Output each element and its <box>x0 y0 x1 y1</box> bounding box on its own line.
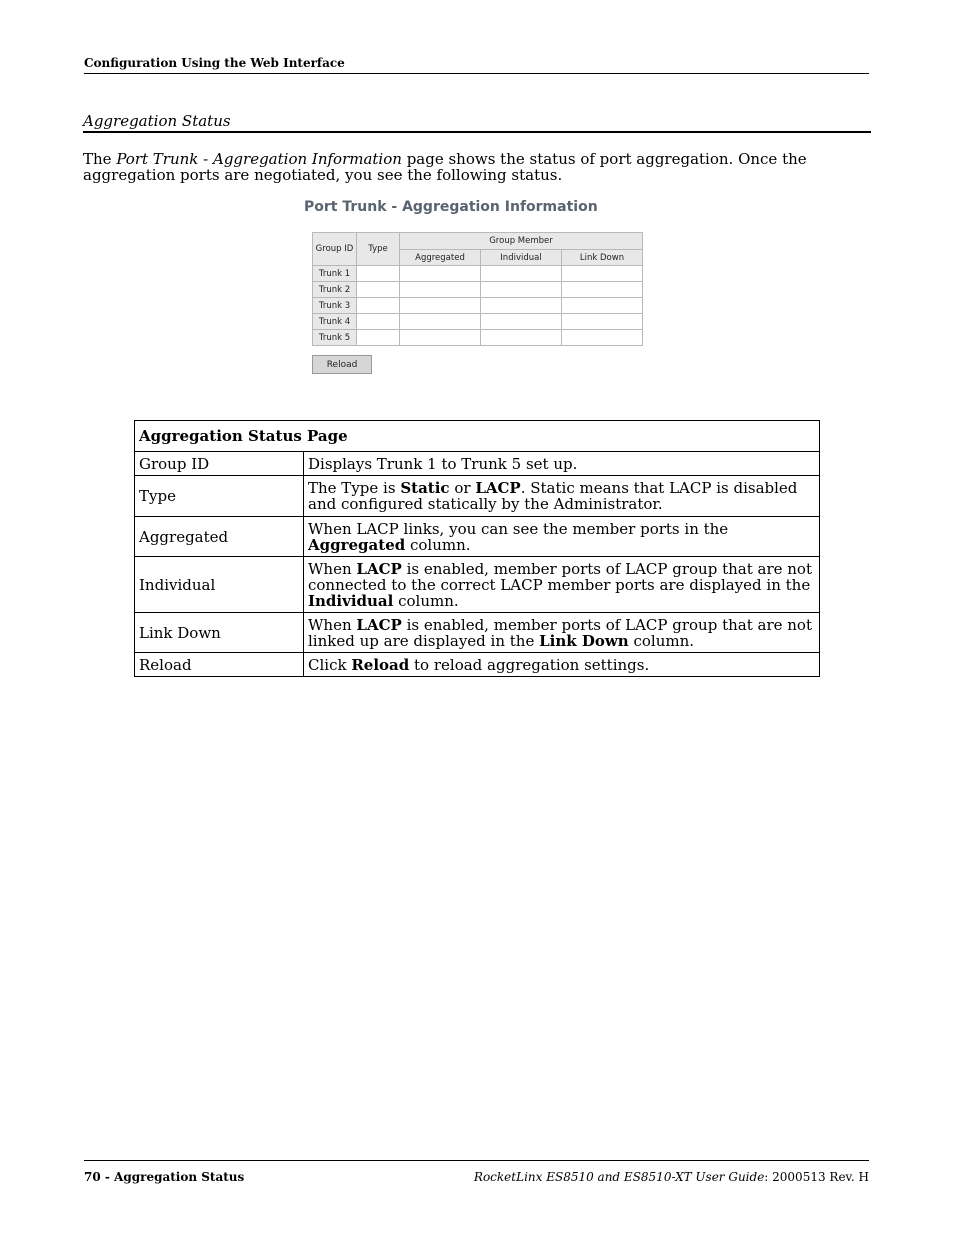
table-row <box>135 653 820 677</box>
col-group-id: Group ID <box>313 233 357 266</box>
row-label: Trunk 2 <box>313 282 357 298</box>
row-label: Type <box>135 476 304 517</box>
table-row <box>313 330 643 346</box>
row-label: Reload <box>135 653 304 677</box>
table-row <box>135 476 820 517</box>
intro-paragraph <box>83 151 873 183</box>
intro-text-1: The <box>83 150 117 168</box>
header-rule <box>84 73 869 74</box>
row-label: Aggregated <box>135 517 304 557</box>
footer-doc-title: RocketLinx ES8510 and ES8510-XT User Guide: 2000513 Rev. H <box>473 1170 869 1184</box>
table-row <box>135 452 820 476</box>
table-row <box>313 282 643 298</box>
section-rule <box>83 131 871 133</box>
row-label: Trunk 5 <box>313 330 357 346</box>
row-description: When LACP is enabled, member ports of LACP group that are not linked up are displayed in the Link Down column. <box>304 613 820 653</box>
aggregation-info-table <box>312 232 643 346</box>
row-description: Click Reload to reload aggregation settings. <box>304 653 820 677</box>
table-row <box>313 298 643 314</box>
aggregation-status-description-table <box>134 420 820 677</box>
footer-rule <box>84 1160 869 1161</box>
row-description: The Type is Static or LACP. Static means that LACP is disabled and configured statically by the Administrator. <box>304 476 820 517</box>
row-description: Displays Trunk 1 to Trunk 5 set up. <box>304 452 820 476</box>
row-description: When LACP links, you can see the member ports in the Aggregated column. <box>304 517 820 557</box>
col-individual: Individual <box>481 250 562 266</box>
row-label: Trunk 4 <box>313 314 357 330</box>
intro-text-2: page shows the status of port aggregation. Once the aggregation ports are negotiated, you see the following status. <box>83 150 807 184</box>
table-row <box>313 266 643 282</box>
col-type: Type <box>357 233 400 266</box>
row-description: When LACP is enabled, member ports of LACP group that are not connected to the correct LACP member ports are displayed in the Individual column. <box>304 557 820 613</box>
row-label: Group ID <box>135 452 304 476</box>
running-header: Configuration Using the Web Interface <box>84 56 345 70</box>
reload-button[interactable]: Reload <box>312 355 372 374</box>
row-label: Trunk 3 <box>313 298 357 314</box>
desc-table-title: Aggregation Status Page <box>135 421 820 452</box>
row-label: Link Down <box>135 613 304 653</box>
table-row <box>313 314 643 330</box>
section-title: Aggregation Status <box>83 112 231 130</box>
row-label: Individual <box>135 557 304 613</box>
col-link-down: Link Down <box>562 250 643 266</box>
col-aggregated: Aggregated <box>400 250 481 266</box>
table-row <box>135 557 820 613</box>
table-row <box>135 613 820 653</box>
intro-page-name: Port Trunk - Aggregation Information <box>116 150 402 168</box>
screenshot-title: Port Trunk - Aggregation Information <box>304 199 598 215</box>
table-row <box>135 517 820 557</box>
row-label: Trunk 1 <box>313 266 357 282</box>
footer-page-label: 70 - Aggregation Status <box>84 1170 245 1184</box>
col-group-member: Group Member <box>400 233 643 250</box>
